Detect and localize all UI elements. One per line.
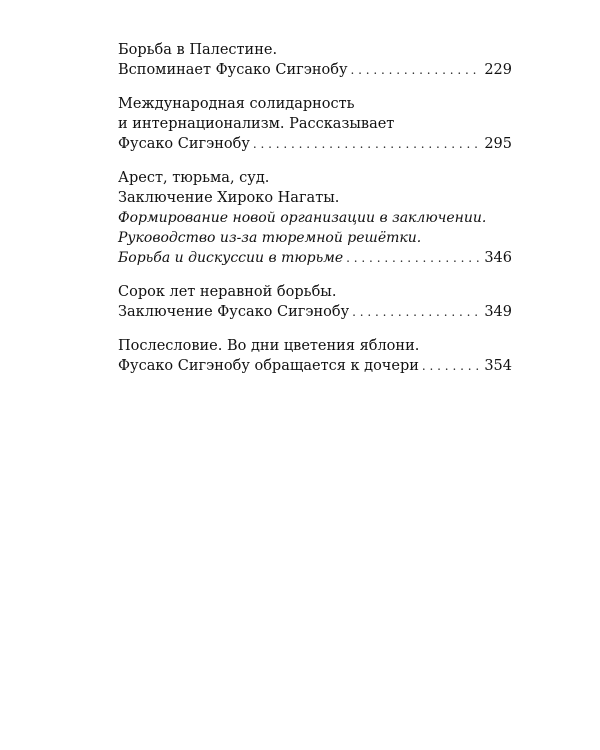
- toc-entry-title-line: Сорок лет неравной борьбы.: [118, 284, 337, 300]
- dot-leader: [422, 356, 481, 376]
- toc-entry-subtitle: Фусако Сигэнобу обращается к дочери: [118, 358, 419, 374]
- toc-entry-title-line: Заключение Хироко Нагаты.: [118, 190, 340, 206]
- toc-entry-title-line: Послесловие. Во дни цветения яблони.: [118, 338, 420, 354]
- toc-entry-subtitle: Фусако Сигэнобу: [118, 136, 250, 152]
- page-number: 346: [484, 250, 512, 266]
- page-number: 229: [484, 62, 512, 78]
- toc-entry-italic-line: Формирование новой организации в заключении.: [118, 210, 487, 226]
- dot-leader: [352, 302, 481, 322]
- table-of-contents: [118, 40, 512, 390]
- toc-entry: [118, 336, 512, 376]
- toc-entry-page-line: [118, 356, 512, 376]
- toc-entry-title-line: Международная солидарность: [118, 96, 355, 112]
- dot-leader: [346, 248, 481, 268]
- toc-entry-title-line: Арест, тюрьма, суд.: [118, 170, 270, 186]
- toc-entry-page-line: [118, 60, 512, 80]
- toc-entry-italic-line: Руководство из-за тюремной решётки.: [118, 230, 422, 246]
- toc-entry: [118, 168, 512, 268]
- page-number: 295: [484, 136, 512, 152]
- toc-entry: [118, 40, 512, 80]
- toc-entry-subtitle: Заключение Фусако Сигэнобу: [118, 304, 350, 320]
- toc-entry-page-line: [118, 302, 512, 322]
- dot-leader: [253, 134, 481, 154]
- toc-entry-subtitle: Борьба и дискуссии в тюрьме: [118, 250, 344, 266]
- toc-entry-title-line: Борьба в Палестине.: [118, 42, 278, 58]
- toc-entry-subtitle: Вспоминает Фусако Сигэнобу: [118, 62, 348, 78]
- toc-entry-page-line: [118, 248, 512, 268]
- toc-entry-title-line: и интернационализм. Рассказывает: [118, 116, 395, 132]
- page-number: 354: [484, 358, 512, 374]
- toc-entry-page-line: [118, 134, 512, 154]
- toc-entry: [118, 282, 512, 322]
- toc-entry: [118, 94, 512, 154]
- page-number: 349: [484, 304, 512, 320]
- dot-leader: [351, 60, 482, 80]
